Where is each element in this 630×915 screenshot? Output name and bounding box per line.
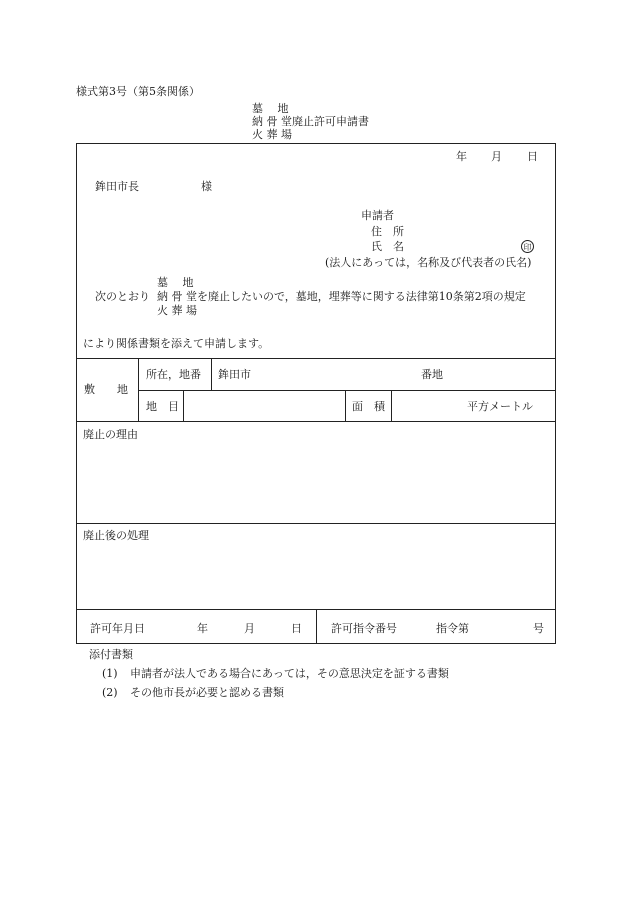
rule-area-divider-right: [391, 390, 392, 421]
date-day: 日: [527, 150, 538, 163]
permit-month: 月: [244, 622, 255, 635]
date-year: 年: [456, 150, 467, 163]
applicant-note: (法人にあっては，名称及び代表者の氏名): [325, 256, 532, 269]
site-label: 敷 地: [84, 383, 128, 396]
permit-go: 号: [533, 622, 544, 635]
area-label: 面 積: [352, 400, 385, 413]
addressee-honorific: 様: [201, 180, 212, 193]
rule-site-mid: [138, 390, 556, 391]
date-month: 月: [491, 150, 502, 163]
attachment-1-text: 申請者が法人である場合にあっては，その意思決定を証する書類: [130, 667, 449, 680]
rule-reason-top: [76, 421, 556, 422]
rule-site-top: [76, 358, 556, 359]
rule-after-top: [76, 523, 556, 524]
rule-area-divider-left: [345, 390, 346, 421]
rule-chimoku-divider: [183, 390, 184, 421]
chimoku-label: 地 目: [146, 400, 179, 413]
attachment-2-num: (2): [102, 686, 118, 699]
title-bottom: 火 葬 場: [252, 128, 292, 141]
request-continuation: により関係書類を添えて申請します。: [83, 337, 270, 350]
area-unit: 平方メートル: [467, 400, 533, 413]
attachment-2-text: その他市長が必要と認める書類: [130, 686, 284, 699]
application-form-box: [76, 143, 556, 644]
permit-directive: 指令第: [436, 622, 469, 635]
request-stack-bottom: 火 葬 場: [157, 304, 197, 317]
applicant-address-label: 住 所: [371, 225, 404, 238]
seal-mark: 印: [521, 240, 534, 253]
applicant-heading: 申請者: [361, 209, 394, 222]
rule-permit-divider: [316, 609, 317, 644]
rule-site-label-divider: [138, 358, 139, 421]
rule-location-divider: [211, 358, 212, 390]
location-label: 所在，地番: [146, 368, 201, 381]
title-top: 墓 地: [252, 102, 289, 115]
after-label: 廃止後の処理: [83, 529, 149, 542]
attachments-heading: 添付書類: [89, 648, 133, 661]
form-number: 様式第3号（第5条関係）: [76, 85, 200, 98]
request-prefix: 次のとおり: [95, 290, 150, 303]
addressee-name: 鉾田市長: [95, 180, 139, 193]
location-banchi: 番地: [421, 368, 443, 381]
request-stack-top: 墓 地: [157, 276, 194, 289]
location-city: 鉾田市: [218, 368, 251, 381]
attachment-1-num: (1): [102, 667, 118, 680]
title-middle: 納 骨 堂廃止許可申請書: [252, 115, 369, 128]
permit-number-label: 許可指令番号: [331, 622, 397, 635]
permit-day: 日: [291, 622, 302, 635]
permit-year: 年: [197, 622, 208, 635]
request-stack-middle: 納 骨 堂を廃止したいので，墓地，埋葬等に関する法律第10条第2項の規定: [157, 290, 526, 303]
reason-label: 廃止の理由: [83, 428, 138, 441]
permit-date-label: 許可年月日: [90, 622, 145, 635]
applicant-name-label: 氏 名: [371, 240, 404, 253]
